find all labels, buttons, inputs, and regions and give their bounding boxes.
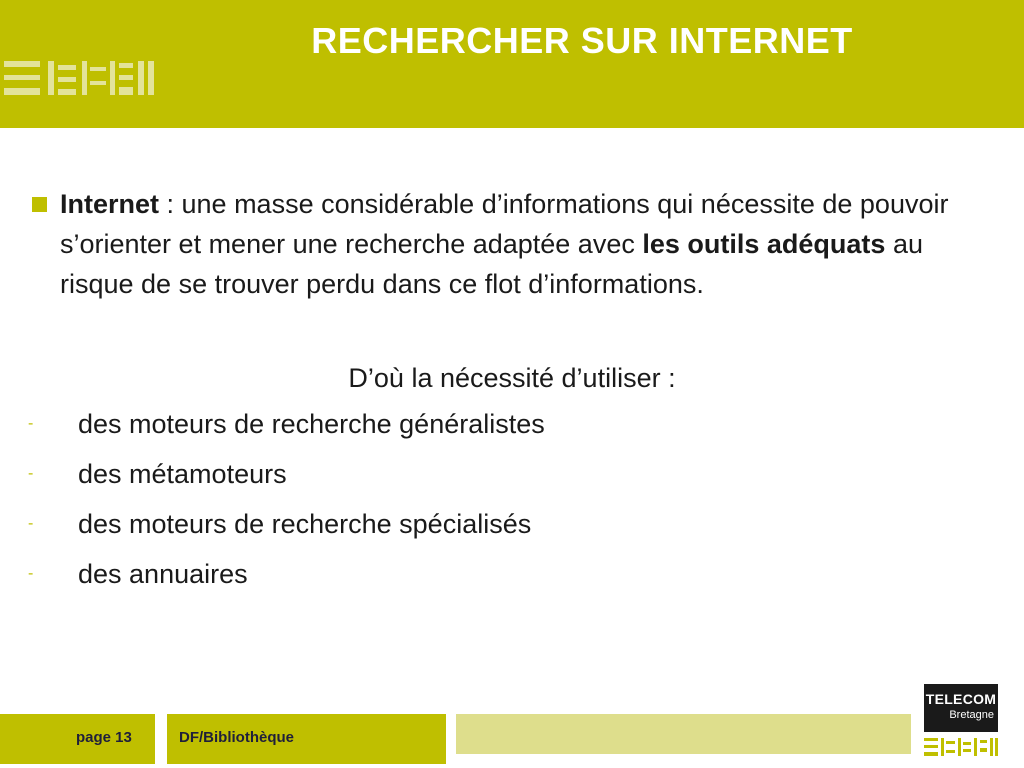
footer-accent-bar [456,714,911,754]
list-item [0,404,1024,454]
list-item [0,504,1024,554]
footer-department-block [167,714,446,764]
intro-term: Internet [60,189,160,219]
intro-emphasis: les outils adéquats [642,229,886,259]
intro-text-part1: : une masse considérable d’informations qui nécessite de pouvoir s’orienter et mener une recherche adaptée avec [60,189,949,259]
dash-bullet: - [28,565,34,582]
department-label: DF/Bibliothèque [179,729,294,746]
brand-line2: Bretagne [949,709,994,721]
square-bullet-icon [32,197,47,212]
list-item-text: des moteurs de recherche spécialisés [78,509,532,539]
dash-bullet: - [28,515,34,532]
list-item-text: des moteurs de recherche généralistes [78,409,545,439]
header-bar [0,0,1024,128]
list-item [0,454,1024,504]
dash-bullet: - [28,465,34,482]
brand-mark-icon [924,736,998,758]
intro-paragraph [60,184,960,304]
intro-text-part2: au risque de se trouver perdu dans ce flot d’informations. [60,229,923,299]
footer-page-block [0,714,155,764]
school-logo-icon [0,55,160,105]
brand-line1: TELECOM [925,691,997,707]
list-item-text: des métamoteurs [78,459,287,489]
tools-list [0,404,1024,604]
sub-heading: D’où la nécessité d’utiliser : [348,363,676,393]
list-item [0,554,1024,604]
brand-box [924,684,998,732]
slide-title: RECHERCHER SUR INTERNET [311,20,853,61]
page-number: page 13 [76,729,132,746]
list-item-text: des annuaires [78,559,248,589]
telecom-bretagne-logo [924,684,998,764]
dash-bullet: - [28,415,34,432]
